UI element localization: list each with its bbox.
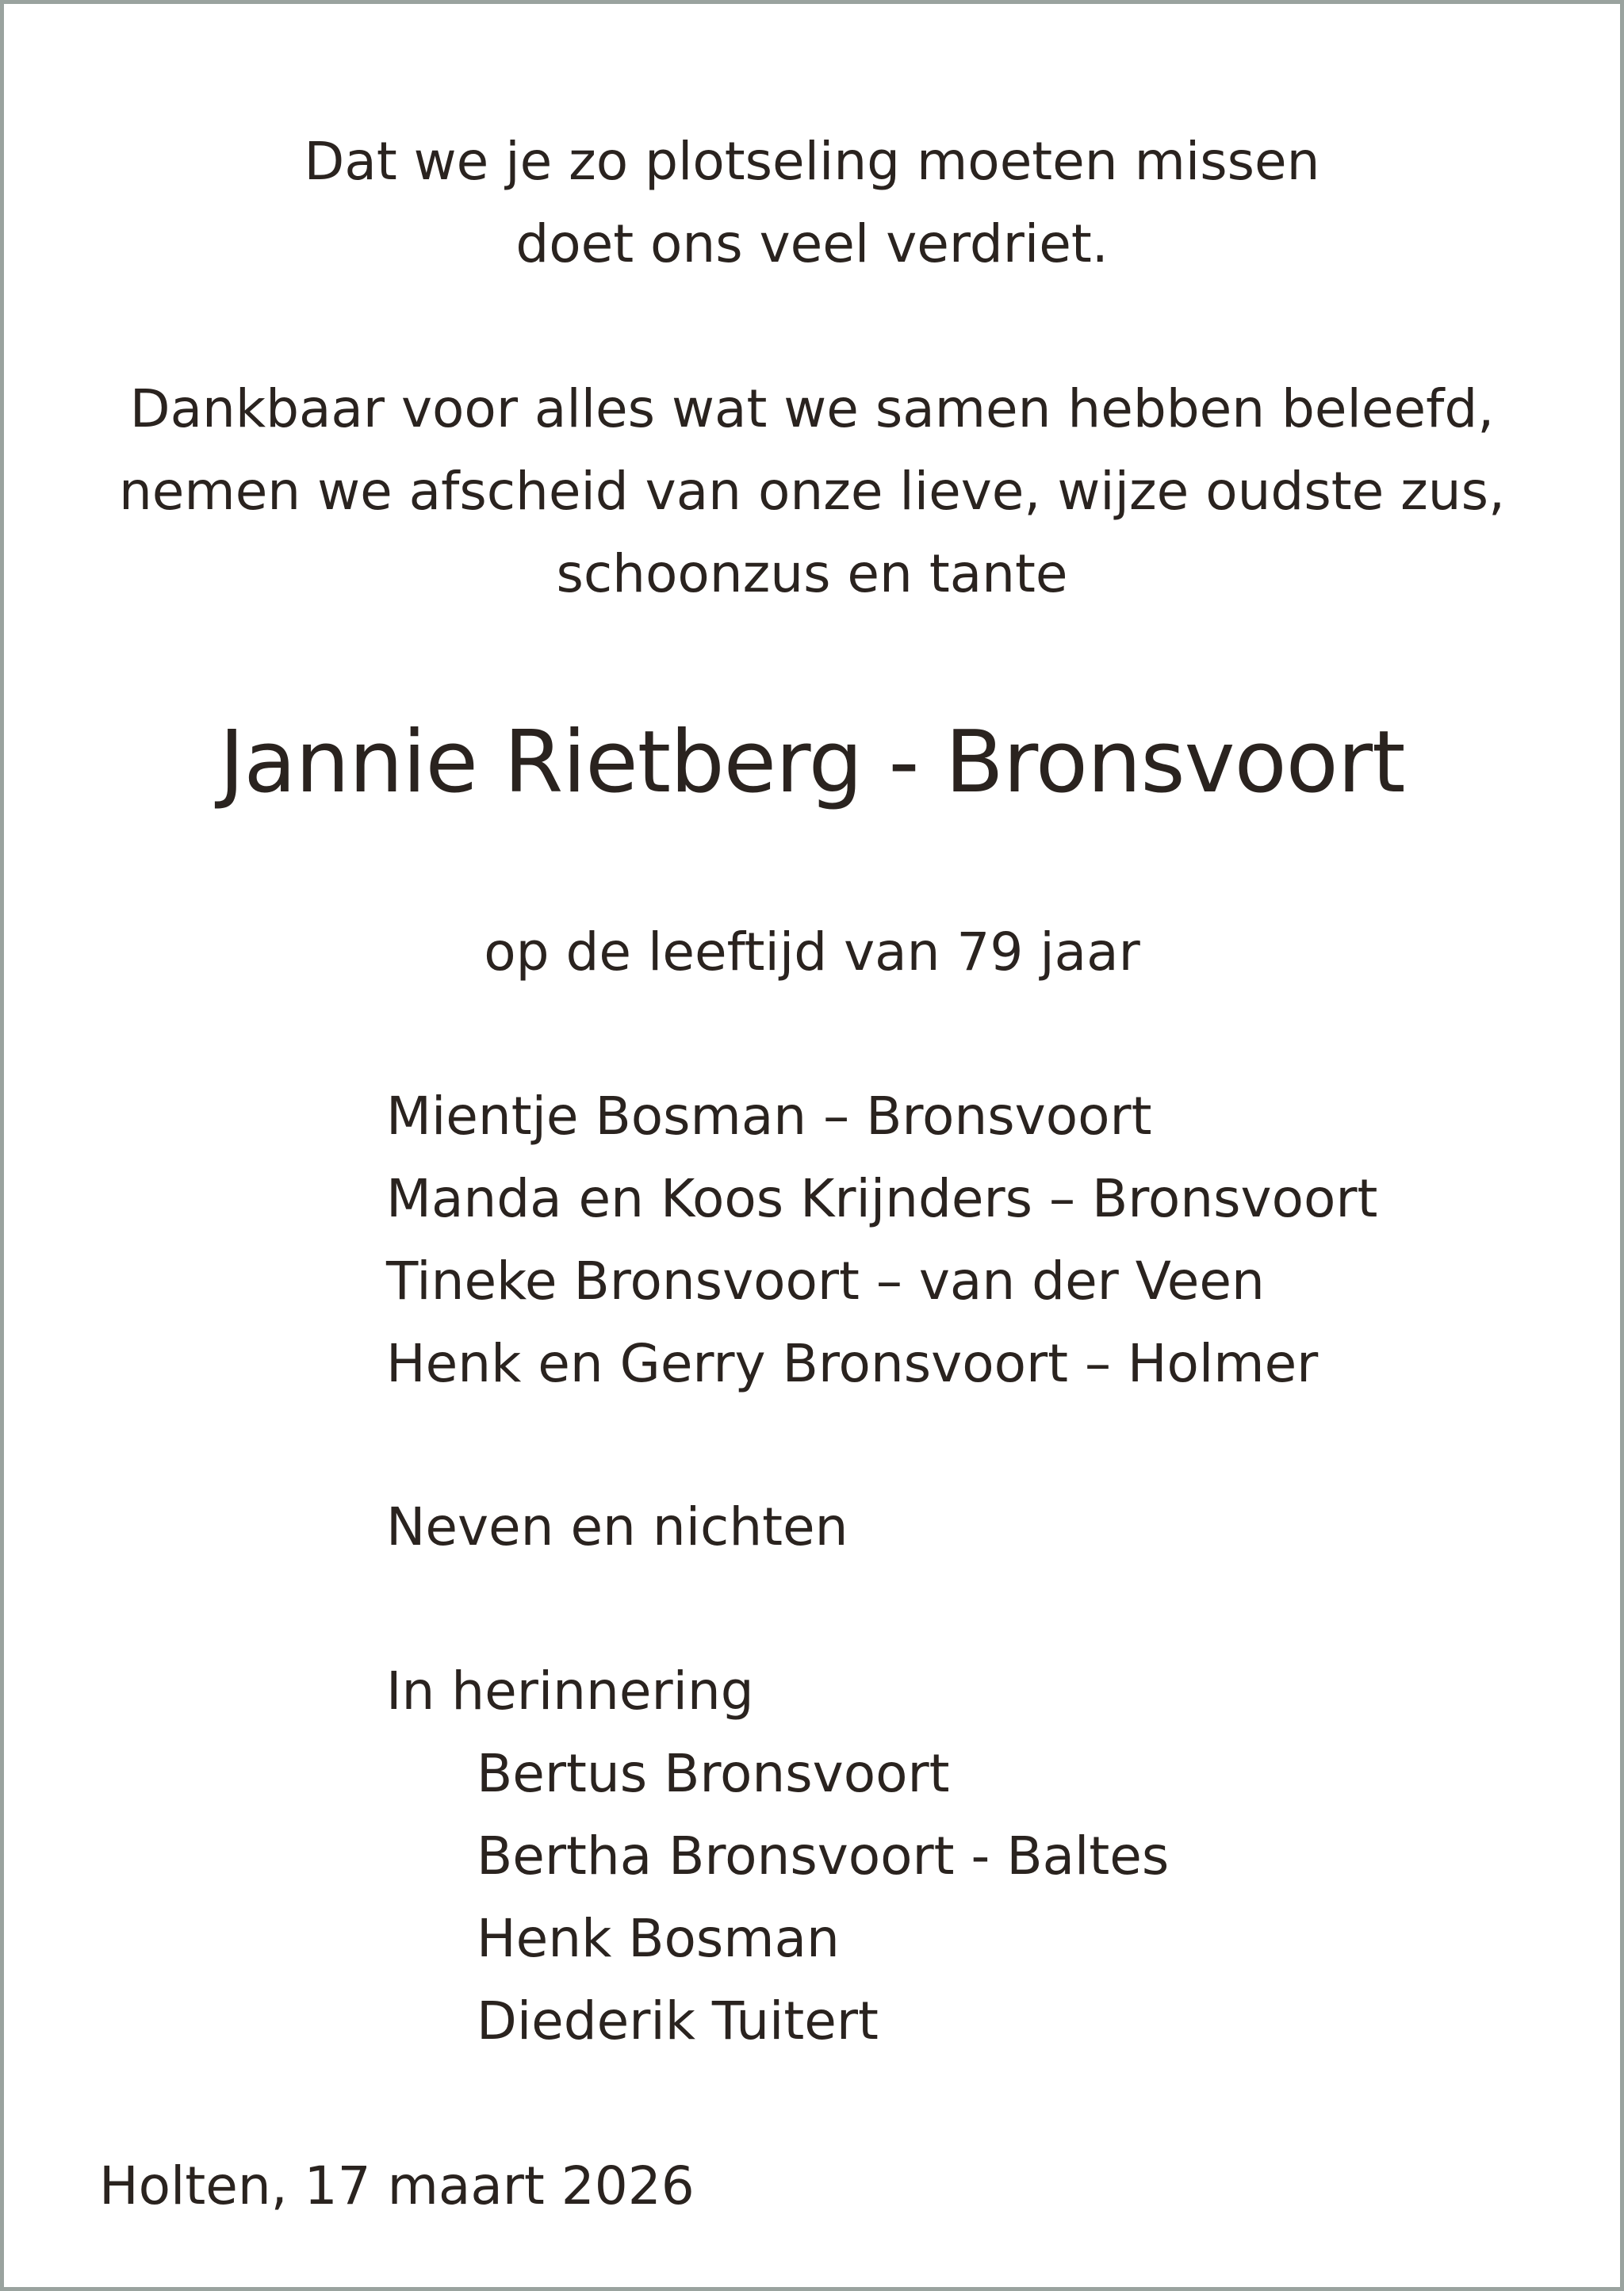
memory-name: Bertus Bronsvoort: [477, 1743, 950, 1804]
relatives-line: Neven en nichten: [386, 1496, 848, 1557]
family-member: Tineke Bronsvoort – van der Veen: [386, 1251, 1265, 1312]
opening-line-1: Dat we je zo plotseling moeten missen: [304, 131, 1320, 192]
family-member: Henk en Gerry Bronsvoort – Holmer: [386, 1333, 1319, 1394]
gratitude-line-3: schoonzus en tante: [556, 543, 1068, 604]
gratitude-line-1: Dankbaar voor alles wat we samen hebben beleefd,: [129, 378, 1495, 439]
family-member: Mientje Bosman – Bronsvoort: [386, 1086, 1152, 1147]
family-member: Manda en Koos Krijnders – Bronsvoort: [386, 1168, 1378, 1229]
memory-name: Diederik Tuitert: [477, 1990, 879, 2052]
place-date: Holten, 17 maart 2026: [99, 2155, 695, 2216]
opening-line-2: doet ons veel verdriet.: [515, 213, 1109, 274]
age-line: op de leeftijd van 79 jaar: [484, 921, 1140, 983]
deceased-name: Jannie Rietberg - Bronsvoort: [219, 713, 1405, 812]
memory-name: Henk Bosman: [477, 1908, 840, 1969]
gratitude-line-2: nemen we afscheid van onze lieve, wijze oudste zus,: [118, 461, 1506, 522]
memory-heading: In herinnering: [386, 1661, 754, 1722]
memory-name: Bertha Bronsvoort - Baltes: [477, 1826, 1170, 1887]
